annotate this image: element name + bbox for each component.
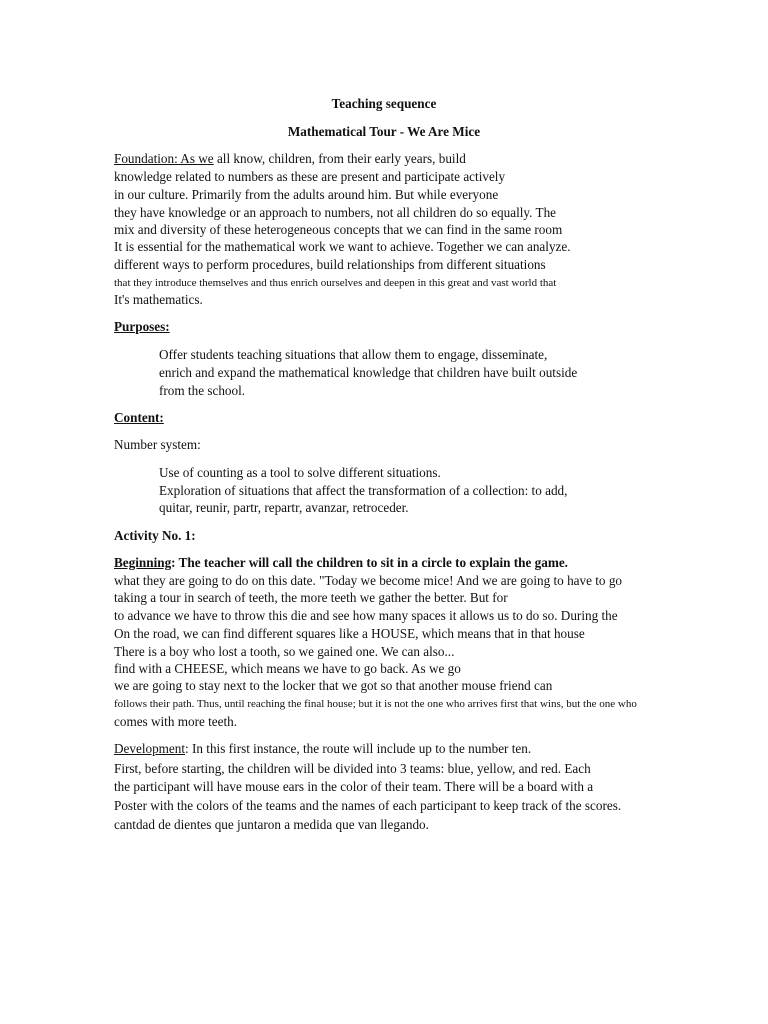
activity-line: follows their path. Thus, until reaching the final house; but it is not the one who arrives first that wins, but the one who (114, 698, 637, 710)
foundation-line: knowledge related to numbers as these are present and participate actively (114, 169, 506, 184)
purposes-item-line: Offer students teaching situations that allow them to engage, disseminate, (159, 347, 548, 362)
beginning-text: : The teacher will call the children to sit in a circle to explain the game. (171, 555, 568, 570)
foundation-label-tail: e (207, 151, 214, 166)
foundation-line-text: in our culture. Primarily from the adults around him. But while everyone (114, 187, 499, 202)
development-detail-line: First, before starting, the children will be divided into 3 teams: blue, yellow, and red. Each (114, 761, 591, 776)
development-line (114, 741, 531, 757)
document-subtitle: Mathematical Tour - We Are Mice (287, 124, 481, 139)
activity-line: find with a CHEESE, which means we have to go back. As we go (114, 661, 461, 676)
activity-line: comes with more teeth. (114, 714, 238, 729)
activity-line: On the road, we can find different squares like a HOUSE, which means that in that house (114, 626, 585, 641)
content-item: Exploration of situations that affect the transformation of a collection: to add, (159, 483, 568, 498)
activity-line: we are going to stay next to the locker that we got so that another mouse friend can (114, 678, 553, 693)
development-detail-line: Poster with the colors of the teams and the names of each participant to keep track of the scores. (114, 798, 622, 813)
development-detail-line: the participant will have mouse ears in the color of their team. There will be a board with a (114, 779, 594, 794)
activity-heading: Activity No. 1: (114, 528, 196, 543)
foundation-first-text: all know, children, from their early years, build (213, 151, 466, 166)
beginning-label: Beginning (114, 555, 172, 570)
content-subheading: Number system: (114, 437, 201, 452)
development-text: : In this first instance, the route will include up to the number ten. (185, 741, 532, 756)
foundation-label: Foundation: As w (114, 151, 208, 166)
foundation-line: they have knowledge or an approach to numbers, not all children do so equally. The (114, 205, 557, 220)
activity-line: There is a boy who lost a tooth, so we gained one. We can also... (114, 644, 455, 659)
purposes-item-line: from the school. (159, 383, 246, 398)
document-title: Teaching sequence (331, 96, 437, 111)
content-item-continuation: quitar, reunir, partr, repartr, avanzar, retroceder. (159, 500, 409, 515)
activity-line: taking a tour in search of teeth, the more teeth we gather the better. But for (114, 590, 508, 605)
foundation-line: It's mathematics. (114, 292, 203, 307)
activity-line: what they are going to do on this date. "Today we become mice! And we are going to have to go (114, 573, 623, 588)
foundation-first-line (114, 151, 466, 167)
foundation-line: that they introduce themselves and thus enrich ourselves and deepen in this great and vast world that (114, 277, 557, 289)
development-detail-line: cantdad de dientes que juntaron a medida que van llegando. (114, 817, 429, 832)
purposes-heading: Purposes: (114, 319, 170, 334)
purposes-item-line: enrich and expand the mathematical knowledge that children have built outside (159, 365, 578, 380)
foundation-line: mix and diversity of these heterogeneous concepts that we can find in the same room (114, 222, 563, 237)
content-item: Use of counting as a tool to solve different situations. (159, 465, 441, 480)
foundation-line: It is essential for the mathematical work we want to achieve. Together we can analyze. (114, 239, 571, 254)
beginning-line (114, 555, 568, 571)
foundation-line: different ways to perform procedures, build relationships from different situations (114, 257, 546, 272)
content-heading: Content: (114, 410, 164, 425)
activity-line: to advance we have to throw this die and see how many spaces it allows us to do so. During the (114, 608, 618, 623)
foundation-line (114, 187, 534, 203)
development-label: Development (114, 741, 186, 756)
